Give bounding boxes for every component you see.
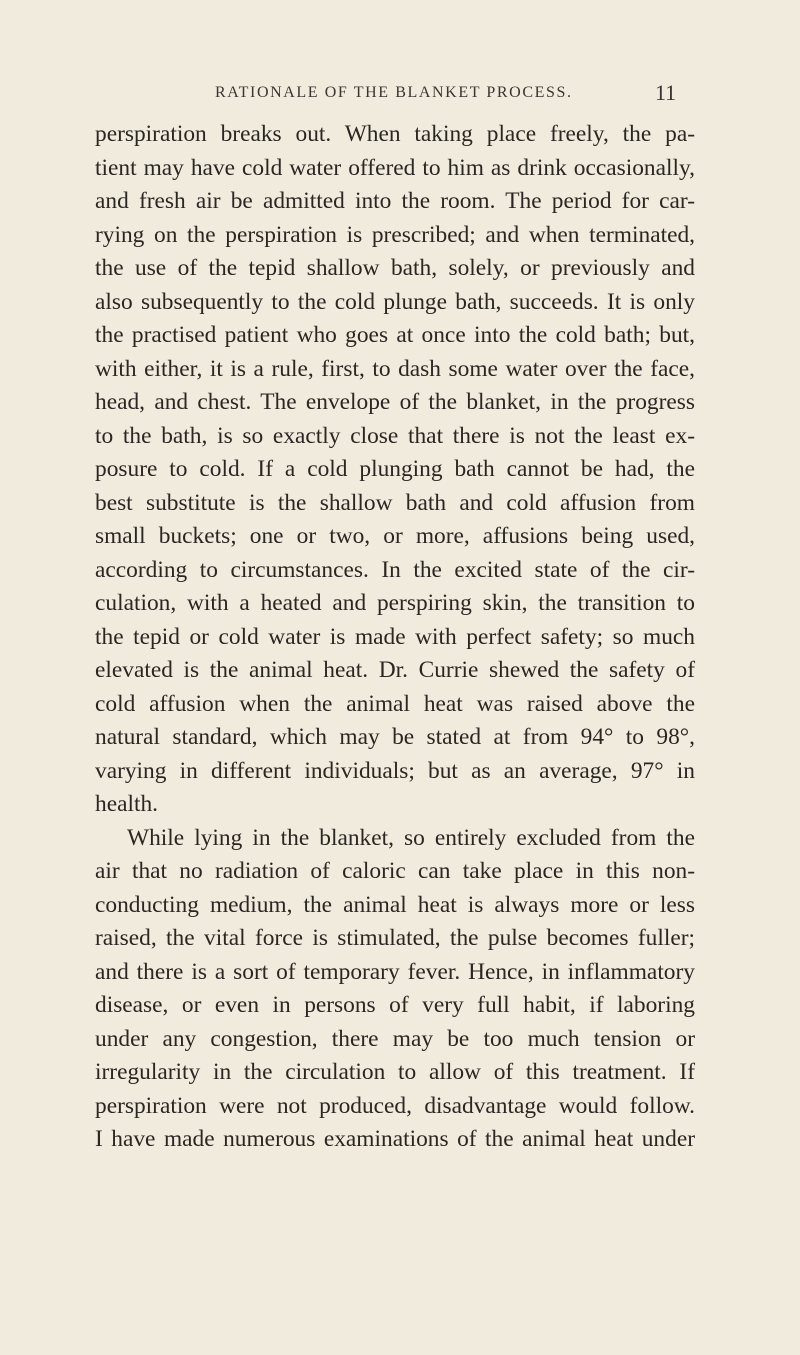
text-line: irregularity in the circulation to allow of this treatment. If	[95, 1059, 695, 1085]
text-line: best substitute is the shallow bath and cold affusion from	[95, 489, 695, 516]
text-line: conducting medium, the animal heat is always more or less	[95, 891, 695, 918]
text-line: disease, or even in persons of very full habit, if laboring	[95, 992, 695, 1018]
text-line: cold affusion when the animal heat was raised above the	[95, 690, 695, 717]
text-line: the use of the tepid shallow bath, solely, or previously and	[95, 255, 695, 281]
text-line: according to circumstances. In the excited state of the cir-	[95, 556, 695, 583]
text-line: to the bath, is so exactly close that there is not the least ex-	[95, 422, 695, 449]
text-line: and fresh air be admitted into the room. The period for car-	[95, 188, 695, 214]
text-line: I have made numerous examinations of the animal heat under	[95, 1126, 695, 1152]
text-line: tient may have cold water offered to him as drink occasionally,	[95, 154, 695, 181]
text-line: rying on the perspiration is prescribed; and when terminated,	[95, 221, 695, 248]
text-line: head, and chest. The envelope of the blanket, in the progress	[95, 389, 695, 415]
text-line: natural standard, which may be stated at from 94° to 98°,	[95, 724, 695, 750]
text-line: culation, with a heated and perspiring skin, the transition to	[95, 590, 695, 616]
text-line: air that no radiation of caloric can take place in this non-	[95, 858, 695, 884]
text-line: perspiration breaks out. When taking place freely, the pa-	[95, 121, 695, 147]
text-line: raised, the vital force is stimulated, the pulse becomes fuller;	[95, 925, 695, 951]
body-text	[95, 118, 695, 1157]
text-line: under any congestion, there may be too much tension or	[95, 1025, 695, 1052]
text-line: the tepid or cold water is made with perfect safety; so much	[95, 623, 695, 650]
text-line: While lying in the blanket, so entirely excluded from the	[127, 824, 695, 851]
text-line: the practised patient who goes at once into the cold bath; but,	[95, 322, 695, 348]
page-number: 11	[655, 80, 677, 105]
text-line: elevated is the animal heat. Dr. Currie shewed the safety of	[95, 657, 695, 683]
text-line: with either, it is a rule, first, to dash some water over the face,	[95, 355, 695, 382]
text-line: posure to cold. If a cold plunging bath cannot be had, the	[95, 456, 695, 482]
text-line: perspiration were not produced, disadvantage would follow.	[95, 1092, 695, 1119]
text-line: also subsequently to the cold plunge bath, succeeds. It is only	[95, 288, 695, 315]
running-head: RATIONALE OF THE BLANKET PROCESS.	[215, 84, 573, 101]
text-line: and there is a sort of temporary fever. Hence, in inflammatory	[95, 958, 695, 985]
text-line: varying in different individuals; but as an average, 97° in	[95, 757, 695, 784]
text-line: health.	[95, 791, 158, 817]
text-line: small buckets; one or two, or more, affusions being used,	[95, 523, 695, 549]
